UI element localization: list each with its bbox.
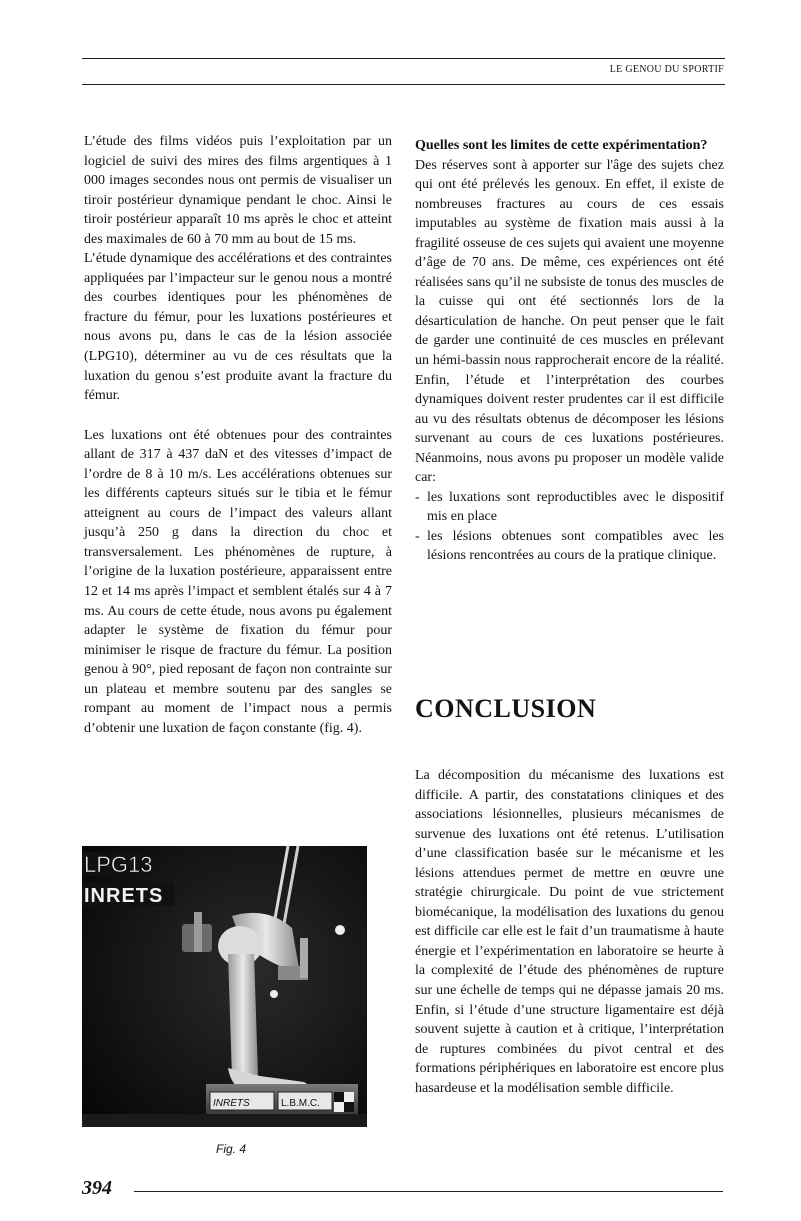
conclusion-heading: CONCLUSION [415, 694, 597, 723]
page-number: 394 [82, 1177, 112, 1199]
figure-strip-inrets: INRETS [213, 1098, 250, 1109]
paragraph-gap [84, 406, 392, 426]
paragraph-dynamic-study: L’étude dynamique des accélérations et des contraintes appliquées par l’impacteur sur le genou nous a montré des courbes identiques pour les phénomènes de fracture du fémur, pour les luxations postérieures et nous avons pu, dans le cas de la lésion associée (LPG10), déterminer au vu de ces résultats que la luxation du genou s’est produite avant la fracture du fémur. [84, 251, 392, 404]
list-item-text: les luxations sont reproductibles avec le dispositif mis en place [427, 489, 724, 525]
figure-label-inrets: INRETS [84, 885, 164, 907]
figure-4-photo [82, 846, 367, 1127]
top-rule [82, 58, 725, 59]
header-rule [82, 84, 725, 85]
conclusion-column [415, 766, 724, 1098]
section-subheading: Quelles sont les limites de cette expérimentation? [415, 138, 708, 153]
list-item-text: les lésions obtenues sont compatibles avec les lésions rencontrées au cours de la pratique clinique. [427, 528, 724, 564]
list-item [415, 488, 724, 527]
running-head: LE GENOU DU SPORTIF [609, 64, 724, 75]
list-dash: - [415, 489, 420, 505]
paragraph-conclusion: La décomposition du mécanisme des luxations est difficile. A partir, des constatations cliniques et des associations lésionnelles, plusieurs mécanismes de survenue des luxations ont été retenus. L’utilisation d’une classification basée sur le mécanisme et les lésions attendues permet de mettre en œuvre une stratégie chirurgicale. Du point de vue strictement biomécanique, la modélisation des luxations du genou est difficile car elle est le fait d’un traumatisme à haute énergie et l’expérimentation en laboratoire se heurte à la complexité de l’étude des phénomènes de rupture sur une échelle de temps qui ne dépasse jamais 20 ms. Enfin, si l’étude d’une structure ligamentaire est déjà souvent sujette à caution et à critique, l’interprétation de ruptures combinées du pivot central et des formations périphériques en laboratoire est encore plus hasardeuse et la modélisation semble difficile. [415, 768, 724, 1096]
paragraph-film-analysis: L’étude des films vidéos puis l’exploitation par un logiciel de suivi des mires des films argentiques à 1 000 images secondes nous ont permis de visualiser un tiroir postérieur dynamique pendant le choc. Ainsi le tiroir postérieur apparaît 10 ms après le choc et atteint des maximales de 60 à 70 mm au bout de 15 ms. [84, 134, 392, 247]
left-column [84, 132, 392, 738]
paragraph-luxation-results: Les luxations ont été obtenues pour des contraintes allant de 317 à 437 daN et des vitesses d’impact de l’ordre de 8 à 10 m/s. Les accélérations obtenues sur les différents capteurs situés sur le tibia et le fémur atteignent au cours de l’impact des valeurs allant jusqu’à 250 g dans la direction du choc et transversalement. Les phénomènes de rupture, à l’origine de la luxation postérieure, apparaissent entre 12 et 14 ms après l’impact et semblent étalés sur 4 à 7 ms. Au cours de cette étude, nous avons pu également adapter le système de fixation du fémur pour minimiser le risque de fracture du fémur. La position genou à 90°, pied reposant de façon non contrainte sur un plateau et membre soutenu par des sangles se rompant au moment de l’impact nous a permis d’obtenir une luxation de façon constante (fig. 4). [84, 427, 392, 736]
figure-label-lpg13: LPG13 [84, 852, 153, 877]
list-item [415, 527, 724, 566]
list-dash: - [415, 528, 420, 544]
right-column [415, 136, 724, 566]
figure-strip-lbmc: L.B.M.C. [281, 1098, 320, 1109]
figure-caption: Fig. 4 [216, 1142, 247, 1156]
footer-rule [134, 1191, 723, 1192]
paragraph-limits: Des réserves sont à apporter sur l'âge des sujets chez qui ont été prélevés les genoux. En effet, il existe de nombreuses fractures au cours de ces essais imputables au système de fixation mais aussi à la fragilité osseuse de ces sujets qui avaient une moyenne d’âge de 70 ans. De même, ces expériences ont été réalisées sans qu’il ne subsiste de tonus des muscles de la cuisse qui ont été sectionnés lors de la désarticulation de hanche. On peut penser que le fait de garder une continuité de ces muscles en prélevant un hémi-bassin nous rapprocherait encore de la réalité. Enfin, l’étude et l’interprétation des courbes dynamiques doivent rester prudentes car il est difficile au vu des résultats obtenus de décomposer les lésions survenant au cours de ces luxations postérieures. Néanmoins, nous avons pu proposer un modèle valide car: [415, 157, 724, 486]
